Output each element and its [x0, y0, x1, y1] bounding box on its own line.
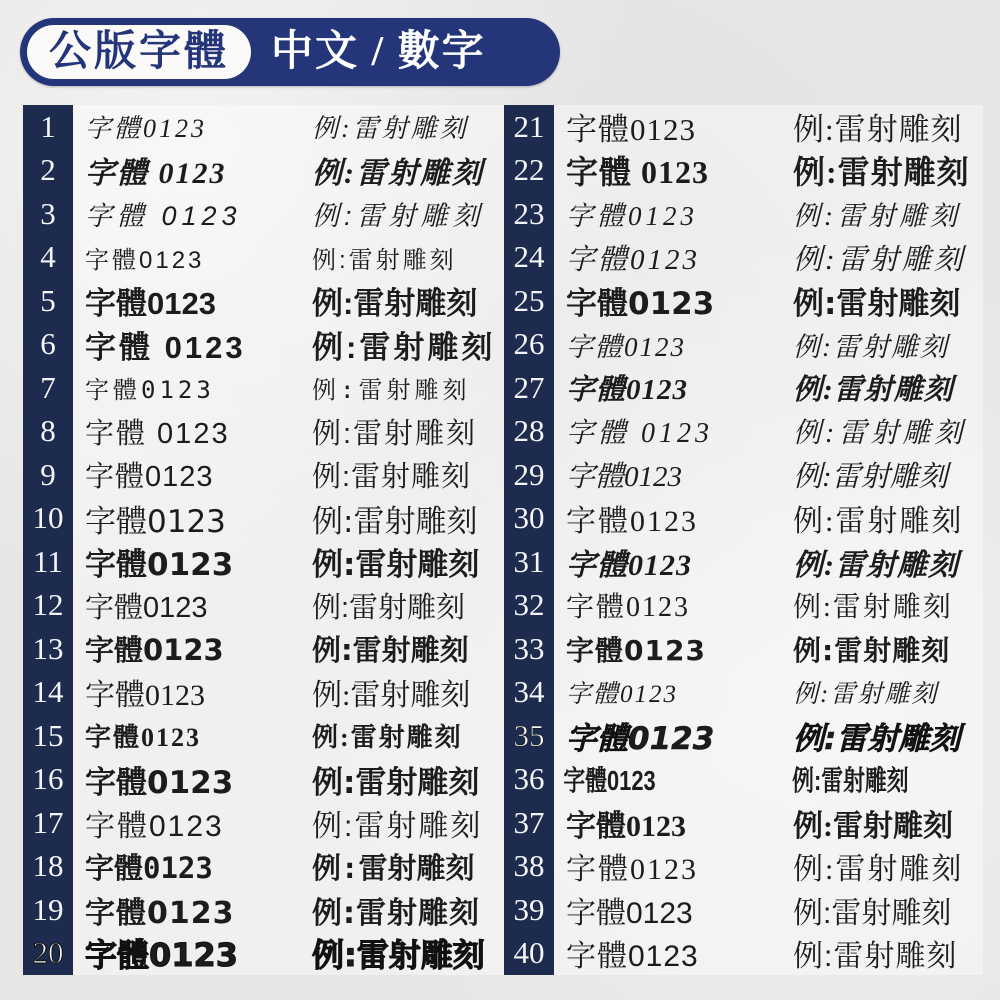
font-number-label: 21 [504, 105, 554, 149]
font-sample-text: 字體 0123 [566, 154, 710, 191]
font-example-text: 例:雷射雕刻 [312, 936, 485, 975]
font-number-label: 1 [23, 105, 73, 149]
font-example-text: 例:雷射雕刻 [312, 723, 463, 753]
font-example-text: 例:雷射雕刻 [312, 591, 466, 624]
font-number-label: 32 [504, 584, 554, 628]
font-number-label: 20 [23, 932, 73, 976]
font-sample-text: 字體 0123 [85, 201, 242, 232]
font-sample-text: 字體0123 [566, 286, 715, 323]
font-sample-text: 字體0123 [566, 681, 679, 709]
font-number-label: 7 [23, 366, 73, 410]
font-row [504, 627, 983, 671]
font-number-label: 12 [23, 584, 73, 628]
font-example-text: 例:雷射雕刻 [793, 374, 954, 407]
font-row [23, 758, 502, 802]
font-sample-text: 字體0123 [566, 633, 706, 667]
font-sample-text: 字體0123 [85, 461, 214, 494]
font-example-text: 例:雷射雕刻 [793, 154, 970, 191]
font-row [23, 236, 502, 280]
font-sample-text: 字體0123 [566, 853, 698, 887]
font-number-label: 15 [23, 714, 73, 758]
font-sample-text: 字體0123 [566, 112, 696, 148]
font-row [504, 410, 983, 454]
font-sample-text: 字體0123 [85, 633, 224, 668]
font-row [504, 366, 983, 410]
font-number-label: 40 [504, 932, 554, 976]
font-row [23, 149, 502, 193]
font-example-text: 例:雷射雕刻 [312, 679, 471, 713]
font-example-text: 例:雷射雕刻 [793, 505, 964, 539]
font-number-label: 39 [504, 888, 554, 932]
font-example-text: 例:雷射雕刻 [312, 201, 485, 232]
font-number-label: 4 [23, 236, 73, 280]
font-row [23, 932, 502, 976]
font-example-text: 例:雷射雕刻 [312, 809, 483, 843]
font-example-text: 例:雷射雕刻 [793, 681, 939, 709]
font-number-label: 13 [23, 627, 73, 671]
font-row [23, 714, 502, 758]
font-sample-text: 字體0123 [85, 591, 208, 624]
font-sample-text: 字體0123 [85, 936, 239, 975]
font-example-text: 例:雷射雕刻 [793, 633, 951, 667]
font-example-text: 例:雷射雕刻 [793, 418, 967, 450]
font-number-label: 9 [23, 453, 73, 497]
font-row [504, 105, 983, 149]
font-example-text: 例:雷射雕刻 [793, 112, 963, 148]
font-row [504, 758, 983, 802]
font-row [504, 671, 983, 715]
font-sample-text: 字體0123 [85, 376, 215, 405]
font-number-label: 19 [23, 888, 73, 932]
font-row [23, 453, 502, 497]
font-example-text: 例:雷射雕刻 [312, 503, 478, 540]
font-example-text: 例:雷射雕刻 [312, 376, 471, 405]
font-row [23, 627, 502, 671]
font-row [23, 801, 502, 845]
font-number-label: 37 [504, 801, 554, 845]
font-number-label: 35 [504, 714, 554, 758]
font-sample-text: 字體0123 [85, 850, 213, 885]
font-row [504, 149, 983, 193]
font-row [23, 192, 502, 236]
font-sample-text: 字體0123 [85, 679, 205, 713]
font-row [504, 279, 983, 323]
font-example-text: 例:雷射雕刻 [312, 895, 480, 931]
font-sample-text: 字體0123 [566, 243, 701, 276]
font-number-label: 23 [504, 192, 554, 236]
font-number-label: 17 [23, 801, 73, 845]
font-sample-text: 字體0123 [85, 503, 226, 540]
font-row [504, 323, 983, 367]
font-sample-text: 字體0123 [566, 461, 683, 494]
font-sample-text: 字體0123 [566, 592, 691, 624]
font-row [504, 932, 983, 976]
font-number-label: 25 [504, 279, 554, 323]
font-sample-text: 字體0123 [566, 896, 693, 930]
font-number-label: 6 [23, 323, 73, 367]
font-row [23, 584, 502, 628]
font-example-text: 例:雷射雕刻 [793, 853, 964, 887]
font-sample-text: 字體0123 [566, 201, 698, 232]
font-example-text: 例:雷射雕刻 [793, 809, 953, 843]
font-number-label: 8 [23, 410, 73, 454]
font-row [504, 236, 983, 280]
font-sample-text: 字體0123 [85, 809, 224, 843]
font-example-text: 例:雷射雕刻 [793, 461, 948, 494]
font-row [504, 845, 983, 889]
font-example-text: 例:雷射雕刻 [792, 765, 909, 797]
font-sample-text: 字體0123 [85, 723, 202, 753]
font-row [23, 366, 502, 410]
font-number-label: 30 [504, 497, 554, 541]
font-number-label: 22 [504, 149, 554, 193]
font-example-text: 例:雷射雕刻 [312, 850, 475, 885]
font-sample-text: 字體0123 [566, 548, 692, 582]
font-example-text: 例:雷射雕刻 [793, 548, 959, 582]
font-example-text: 例:雷射雕刻 [312, 286, 478, 322]
font-row [504, 453, 983, 497]
font-example-text: 例:雷射雕刻 [793, 721, 961, 758]
font-number-label: 16 [23, 758, 73, 802]
font-row [23, 888, 502, 932]
font-number-label: 36 [504, 758, 554, 802]
font-sample-text: 字體0123 [566, 505, 698, 539]
font-number-label: 24 [504, 236, 554, 280]
font-example-text: 例:雷射雕刻 [793, 331, 949, 362]
font-example-text: 例:雷射雕刻 [793, 286, 961, 323]
page-title: 中文 / 數字 [271, 29, 486, 75]
font-sample-text: 字體0123 [85, 547, 234, 584]
font-sample-text: 字體 0123 [85, 329, 246, 365]
font-number-label: 10 [23, 497, 73, 541]
font-row [504, 497, 983, 541]
font-number-label: 33 [504, 627, 554, 671]
font-sample-text: 字體0123 [85, 895, 235, 931]
font-row [23, 845, 502, 889]
font-row [23, 540, 502, 584]
font-row [504, 584, 983, 628]
font-number-label: 11 [23, 540, 73, 584]
font-sample-text: 字體0123 [85, 114, 208, 144]
font-row [23, 671, 502, 715]
font-number-label: 2 [23, 149, 73, 193]
font-specimen-table [23, 105, 983, 975]
font-example-text: 例:雷射雕刻 [312, 246, 457, 274]
public-domain-fonts-badge: 公版字體 [27, 25, 251, 79]
font-number-label: 28 [504, 410, 554, 454]
font-row [504, 888, 983, 932]
font-row [504, 714, 983, 758]
font-example-text: 例:雷射雕刻 [312, 764, 480, 801]
font-sample-text: 字體 0123 [85, 157, 227, 191]
font-row [23, 410, 502, 454]
font-sample-text: 字體0123 [566, 940, 699, 974]
font-example-text: 例:雷射雕刻 [312, 417, 478, 450]
font-row [23, 323, 502, 367]
font-row [504, 540, 983, 584]
font-example-text: 例:雷射雕刻 [312, 633, 469, 668]
font-example-text: 例:雷射雕刻 [793, 940, 958, 974]
font-sample-text: 字體0123 [563, 765, 656, 797]
font-sample-text: 字體0123 [85, 246, 205, 274]
font-number-label: 31 [504, 540, 554, 584]
font-sample-text: 字體0123 [566, 331, 686, 362]
font-example-text: 例:雷射雕刻 [312, 114, 469, 144]
font-number-label: 5 [23, 279, 73, 323]
font-number-label: 3 [23, 192, 73, 236]
font-example-text: 例:雷射雕刻 [312, 547, 480, 584]
font-row [504, 192, 983, 236]
font-number-label: 38 [504, 845, 554, 889]
font-number-label: 18 [23, 845, 73, 889]
font-sample-text: 字體0123 [566, 809, 686, 843]
font-sample-text: 字體0123 [85, 286, 216, 322]
font-sample-text: 字體0123 [566, 721, 715, 758]
font-sample-text: 字體0123 [566, 374, 689, 407]
font-number-label: 29 [504, 453, 554, 497]
font-number-label: 34 [504, 671, 554, 715]
font-row [23, 105, 502, 149]
font-sample-text: 字體 0123 [85, 417, 230, 450]
font-number-label: 27 [504, 366, 554, 410]
font-row [504, 801, 983, 845]
font-example-text: 例:雷射雕刻 [793, 201, 961, 232]
font-example-text: 例:雷射雕刻 [793, 592, 953, 624]
header-banner [20, 18, 560, 86]
font-number-label: 26 [504, 323, 554, 367]
font-row [23, 279, 502, 323]
font-sample-text: 字體0123 [85, 764, 234, 801]
font-number-label: 14 [23, 671, 73, 715]
font-row [23, 497, 502, 541]
font-example-text: 例:雷射雕刻 [312, 157, 484, 191]
font-example-text: 例:雷射雕刻 [312, 329, 496, 365]
font-sample-text: 字體 0123 [566, 418, 714, 450]
font-example-text: 例:雷射雕刻 [793, 243, 966, 276]
font-example-text: 例:雷射雕刻 [793, 896, 952, 930]
font-column-left [23, 105, 502, 975]
font-column-right [504, 105, 983, 975]
font-example-text: 例:雷射雕刻 [312, 461, 472, 494]
